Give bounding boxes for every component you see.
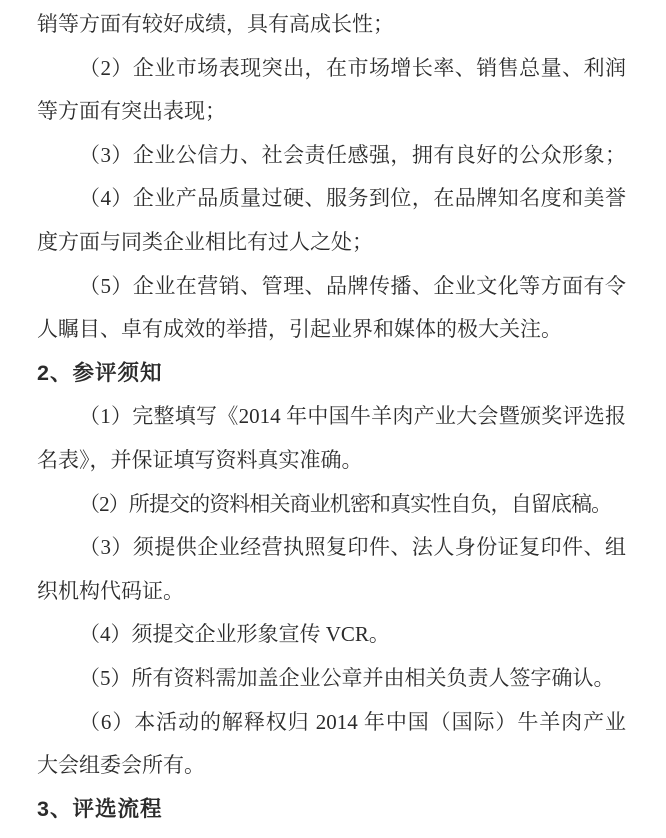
body-text-line: （6）本活动的解释权归 2014 年中国（国际）牛羊肉产业 [79,709,626,734]
body-text-line: 等方面有突出表现； [37,99,226,124]
body-text-line: （3）企业公信力、社会责任感强，拥有良好的公众形象； [79,142,626,167]
body-text-line: 织机构代码证。 [37,578,184,603]
body-text-line: 人瞩目、卓有成效的举措，引起业界和媒体的极大关注。 [37,317,562,342]
body-text-line: 名表》，并保证填写资料真实准确。 [37,447,363,472]
body-text-line: （4）须提交企业形象宣传 VCR。 [79,622,390,647]
section-heading-3: 3、评选流程 [37,796,163,821]
body-text-line: （2）所提交的资料相关商业机密和真实性自负，自留底稿。 [79,491,612,516]
body-text-line: （4）企业产品质量过硬、服务到位，在品牌知名度和美誉 [79,186,626,211]
body-text-line: 销等方面有较好成绩，具有高成长性； [37,12,394,36]
section-heading-2: 2、参评须知 [37,360,163,385]
body-text-line: 大会组委会所有。 [37,753,205,778]
body-text-line: （3）须提供企业经营执照复印件、法人身份证复印件、组 [79,535,626,560]
body-text-line: （5）企业在营销、管理、品牌传播、企业文化等方面有令 [79,273,626,298]
body-text-line: （1）完整填写《2014 年中国牛羊肉产业大会暨颁奖评选报 [79,404,626,429]
body-text-line: 度方面与同类企业相比有过人之处； [37,229,373,254]
body-text-line: （5）所有资料需加盖企业公章并由相关负责人签字确认。 [79,665,615,690]
body-text-line: （2）企业市场表现突出，在市场增长率、销售总量、利润 [79,55,626,80]
